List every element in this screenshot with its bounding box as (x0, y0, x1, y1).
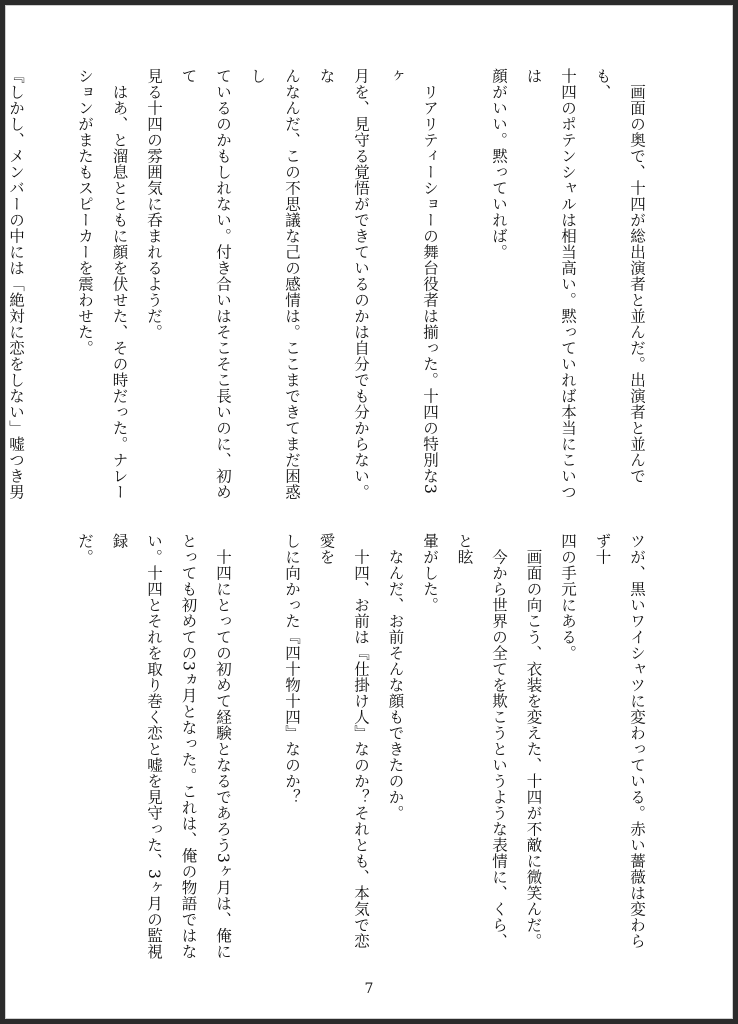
text-line: 画面の向こう、衣装を変えた、十四が不敵に微笑んだ。 (524, 533, 543, 949)
document-page (5, 5, 733, 1019)
text-line (447, 68, 482, 506)
text-line: だ。 (76, 533, 94, 565)
text-line: 見る十四の雰囲気に呑まれるようだ。 (145, 68, 163, 340)
text-line: 画面の奥で、十四が総出演者と並んだ。出演者と並んでも、 (593, 68, 646, 484)
text-line: ションがまたもスピーカーを震わせた。 (76, 68, 94, 356)
text-line: 十四のポテンシャルは相当高い。黙っていれば本当にこいつは (524, 68, 577, 500)
text-line: んなんだ、この不思議な己の感情は。ここまできてまだ困惑し (248, 68, 301, 500)
text-line: 顔がいい。黙っていれば。 (490, 68, 508, 260)
text-line (33, 68, 68, 506)
text-line: とっても初めての3ヵ月となった。これは、俺の物語ではな (179, 533, 198, 960)
page-number: 7 (364, 981, 374, 997)
text-line: 十四にとっての初めて経験となるであろう3ヶ月は、俺に (214, 533, 232, 960)
text-line: 『しかし、メンバーの中には「絶対に恋をしない」嘘つき男 (7, 68, 25, 500)
text-line: 四の手元にある。 (559, 533, 577, 661)
text-line: 十四、お前は『仕掛け人』なのか？それとも、本気で恋愛を (317, 533, 370, 949)
text-block-lower (76, 533, 654, 961)
text-block-upper (7, 68, 654, 506)
text-line: 今から世界の全てを欺こうというような表情に、くら、と眩 (455, 533, 508, 949)
text-line: リアリティーショーの舞台役者は揃った。十四の特別な3ヶ (386, 68, 439, 495)
text-line: い。十四とそれを取り巻く恋と嘘を見守った、3ヶ月の監視録 (110, 533, 163, 960)
text-line: 月を、見守る覚悟ができているのかは自分でも分からない。な (317, 68, 370, 500)
text-line: はあ、と溜息とともに顔を伏せた、その時だった。ナレー (110, 68, 129, 500)
text-line (240, 533, 275, 961)
text-line: ツが、黒いワイシャツに変わっている。赤い薔薇は変わらず十 (593, 533, 646, 949)
text-line: ているのかもしれない。付き合いはそこそこ長いのに、初めて (179, 68, 232, 500)
text-line: 暈がした。 (421, 533, 439, 613)
text-line: しに向かった『四十物十四』なのか？ (283, 533, 301, 805)
text-line: なんだ、お前そんな顔もできたのか。 (386, 533, 405, 821)
